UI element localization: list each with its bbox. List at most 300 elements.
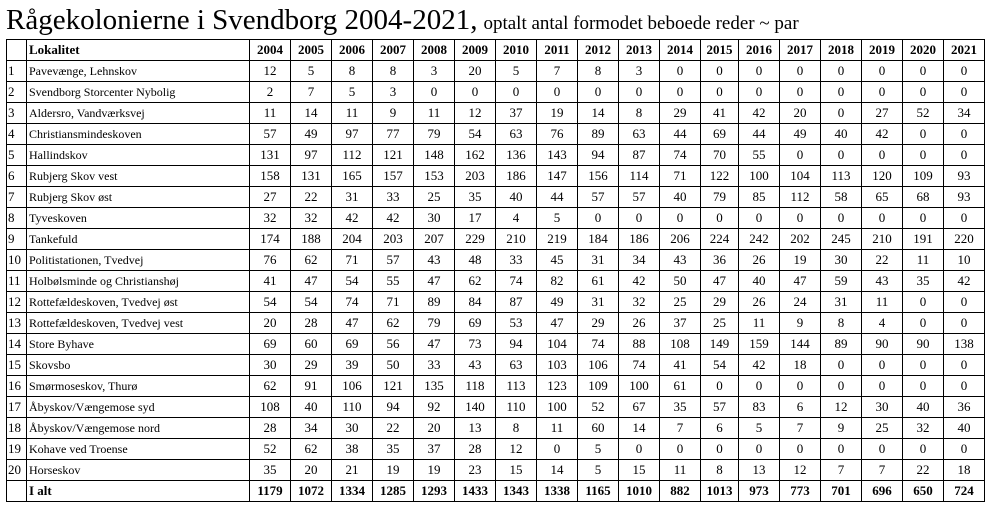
row-value: 40 <box>821 124 862 145</box>
row-value: 79 <box>701 187 739 208</box>
row-value: 0 <box>821 208 862 229</box>
row-value: 0 <box>862 355 903 376</box>
row-value: 87 <box>619 145 660 166</box>
row-value: 204 <box>332 229 373 250</box>
header-year: 2011 <box>537 40 578 61</box>
row-value: 220 <box>944 229 985 250</box>
row-value: 8 <box>821 313 862 334</box>
row-value: 22 <box>291 187 332 208</box>
row-value: 54 <box>455 124 496 145</box>
row-value: 0 <box>821 61 862 82</box>
row-value: 0 <box>701 61 739 82</box>
row-value: 0 <box>944 145 985 166</box>
row-value: 25 <box>414 187 455 208</box>
row-value: 62 <box>291 439 332 460</box>
row-value: 69 <box>250 334 291 355</box>
row-value: 191 <box>903 229 944 250</box>
row-value: 6 <box>780 397 821 418</box>
row-value: 104 <box>780 166 821 187</box>
table-row <box>7 166 985 187</box>
row-value: 44 <box>537 187 578 208</box>
row-value: 144 <box>780 334 821 355</box>
row-value: 0 <box>821 103 862 124</box>
row-value: 65 <box>862 187 903 208</box>
row-value: 35 <box>660 397 701 418</box>
row-value: 13 <box>739 460 780 481</box>
row-value: 149 <box>701 334 739 355</box>
row-value: 18 <box>780 355 821 376</box>
row-value: 174 <box>250 229 291 250</box>
row-value: 38 <box>332 439 373 460</box>
row-value: 42 <box>332 208 373 229</box>
row-value: 0 <box>944 376 985 397</box>
row-value: 5 <box>291 61 332 82</box>
row-value: 8 <box>496 418 537 439</box>
row-value: 11 <box>660 460 701 481</box>
row-value: 0 <box>944 208 985 229</box>
row-value: 25 <box>701 313 739 334</box>
total-value: 1343 <box>496 481 537 502</box>
row-value: 63 <box>496 355 537 376</box>
row-value: 93 <box>944 166 985 187</box>
total-value: 1010 <box>619 481 660 502</box>
row-value: 7 <box>291 82 332 103</box>
header-index-cell <box>7 40 27 61</box>
row-value: 11 <box>903 250 944 271</box>
row-value: 7 <box>780 418 821 439</box>
row-locality: Kohave ved Troense <box>27 439 250 460</box>
row-value: 131 <box>291 166 332 187</box>
table-row <box>7 439 985 460</box>
row-value: 39 <box>332 355 373 376</box>
row-value: 112 <box>332 145 373 166</box>
row-value: 202 <box>780 229 821 250</box>
row-value: 157 <box>373 166 414 187</box>
row-value: 57 <box>373 250 414 271</box>
row-value: 7 <box>537 61 578 82</box>
row-value: 35 <box>455 187 496 208</box>
row-value: 0 <box>701 82 739 103</box>
row-value: 0 <box>701 208 739 229</box>
row-index: 2 <box>7 82 27 103</box>
row-value: 36 <box>944 397 985 418</box>
row-value: 120 <box>862 166 903 187</box>
row-value: 12 <box>455 103 496 124</box>
row-value: 0 <box>537 82 578 103</box>
row-value: 5 <box>332 82 373 103</box>
row-value: 35 <box>373 439 414 460</box>
row-value: 3 <box>373 82 414 103</box>
table-header-row <box>7 40 985 61</box>
row-value: 74 <box>332 292 373 313</box>
row-value: 7 <box>660 418 701 439</box>
total-value: 1293 <box>414 481 455 502</box>
row-value: 0 <box>903 145 944 166</box>
row-locality: Smørmoseskov, Thurø <box>27 376 250 397</box>
row-value: 5 <box>739 418 780 439</box>
total-value: 1338 <box>537 481 578 502</box>
row-value: 49 <box>537 292 578 313</box>
row-value: 44 <box>739 124 780 145</box>
row-value: 84 <box>455 292 496 313</box>
table-row <box>7 229 985 250</box>
row-locality: Aldersro, Vandværksvej <box>27 103 250 124</box>
row-value: 35 <box>903 271 944 292</box>
table-row <box>7 397 985 418</box>
row-value: 0 <box>660 61 701 82</box>
total-index-cell <box>7 481 27 502</box>
row-value: 40 <box>903 397 944 418</box>
row-value: 109 <box>903 166 944 187</box>
row-value: 19 <box>780 250 821 271</box>
row-value: 0 <box>619 439 660 460</box>
row-value: 9 <box>373 103 414 124</box>
row-value: 28 <box>250 418 291 439</box>
row-value: 55 <box>739 145 780 166</box>
row-value: 11 <box>414 103 455 124</box>
table-row <box>7 145 985 166</box>
header-year: 2012 <box>578 40 619 61</box>
row-value: 27 <box>862 103 903 124</box>
row-locality: Svendborg Storcenter Nybolig <box>27 82 250 103</box>
row-value: 206 <box>660 229 701 250</box>
total-label: I alt <box>27 481 250 502</box>
row-value: 0 <box>780 145 821 166</box>
row-value: 34 <box>944 103 985 124</box>
table-row <box>7 376 985 397</box>
table-row <box>7 271 985 292</box>
row-value: 62 <box>291 250 332 271</box>
row-value: 6 <box>701 418 739 439</box>
row-value: 47 <box>414 271 455 292</box>
row-locality: Åbyskov/Vængemose nord <box>27 418 250 439</box>
row-value: 11 <box>332 103 373 124</box>
row-value: 100 <box>537 397 578 418</box>
row-value: 0 <box>944 439 985 460</box>
row-value: 41 <box>701 103 739 124</box>
row-value: 34 <box>619 250 660 271</box>
row-value: 47 <box>780 271 821 292</box>
row-value: 42 <box>944 271 985 292</box>
row-value: 52 <box>903 103 944 124</box>
row-value: 0 <box>944 61 985 82</box>
row-value: 41 <box>250 271 291 292</box>
row-value: 44 <box>660 124 701 145</box>
row-index: 14 <box>7 334 27 355</box>
row-value: 62 <box>250 376 291 397</box>
row-value: 59 <box>821 271 862 292</box>
row-value: 8 <box>332 61 373 82</box>
row-value: 68 <box>903 187 944 208</box>
row-value: 0 <box>455 82 496 103</box>
row-value: 28 <box>455 439 496 460</box>
row-value: 0 <box>944 124 985 145</box>
row-value: 0 <box>903 313 944 334</box>
row-value: 14 <box>291 103 332 124</box>
row-value: 42 <box>739 103 780 124</box>
row-value: 0 <box>944 292 985 313</box>
row-value: 122 <box>701 166 739 187</box>
row-value: 5 <box>578 460 619 481</box>
row-value: 0 <box>862 208 903 229</box>
row-value: 245 <box>821 229 862 250</box>
row-value: 30 <box>414 208 455 229</box>
row-value: 5 <box>496 61 537 82</box>
row-value: 90 <box>862 334 903 355</box>
row-value: 57 <box>250 124 291 145</box>
total-value: 1072 <box>291 481 332 502</box>
row-value: 20 <box>291 460 332 481</box>
row-value: 54 <box>332 271 373 292</box>
row-value: 5 <box>537 208 578 229</box>
title-subtitle: optalt antal formodet beboede reder ~ par <box>483 13 799 34</box>
row-value: 0 <box>739 208 780 229</box>
row-value: 158 <box>250 166 291 187</box>
row-value: 94 <box>496 334 537 355</box>
row-value: 67 <box>619 397 660 418</box>
row-value: 0 <box>821 355 862 376</box>
header-year: 2019 <box>862 40 903 61</box>
row-value: 14 <box>537 460 578 481</box>
header-year: 2005 <box>291 40 332 61</box>
row-value: 14 <box>619 418 660 439</box>
row-value: 229 <box>455 229 496 250</box>
row-value: 121 <box>373 376 414 397</box>
row-value: 33 <box>414 355 455 376</box>
row-index: 4 <box>7 124 27 145</box>
total-value: 701 <box>821 481 862 502</box>
row-value: 93 <box>944 187 985 208</box>
row-value: 0 <box>780 439 821 460</box>
row-value: 29 <box>701 292 739 313</box>
row-value: 108 <box>660 334 701 355</box>
row-value: 71 <box>373 292 414 313</box>
row-value: 8 <box>701 460 739 481</box>
row-value: 73 <box>455 334 496 355</box>
row-value: 14 <box>578 103 619 124</box>
row-value: 112 <box>780 187 821 208</box>
row-value: 186 <box>496 166 537 187</box>
row-value: 43 <box>862 271 903 292</box>
document-title <box>6 2 799 43</box>
row-value: 19 <box>373 460 414 481</box>
row-value: 37 <box>496 103 537 124</box>
row-index: 10 <box>7 250 27 271</box>
header-year: 2004 <box>250 40 291 61</box>
row-value: 12 <box>496 439 537 460</box>
row-locality: Tyveskoven <box>27 208 250 229</box>
row-value: 11 <box>739 313 780 334</box>
row-value: 23 <box>455 460 496 481</box>
row-value: 0 <box>944 82 985 103</box>
row-value: 62 <box>373 313 414 334</box>
row-value: 61 <box>578 271 619 292</box>
row-value: 24 <box>780 292 821 313</box>
row-value: 135 <box>414 376 455 397</box>
row-value: 48 <box>455 250 496 271</box>
table-row <box>7 460 985 481</box>
row-value: 27 <box>250 187 291 208</box>
row-value: 57 <box>619 187 660 208</box>
row-value: 82 <box>537 271 578 292</box>
row-value: 136 <box>496 145 537 166</box>
row-value: 49 <box>291 124 332 145</box>
row-index: 5 <box>7 145 27 166</box>
row-value: 15 <box>619 460 660 481</box>
row-value: 4 <box>862 313 903 334</box>
row-value: 55 <box>373 271 414 292</box>
row-value: 0 <box>862 61 903 82</box>
row-value: 0 <box>701 439 739 460</box>
row-index: 6 <box>7 166 27 187</box>
row-value: 114 <box>619 166 660 187</box>
row-value: 138 <box>944 334 985 355</box>
table-row <box>7 103 985 124</box>
row-value: 42 <box>373 208 414 229</box>
row-value: 0 <box>862 439 903 460</box>
row-index: 20 <box>7 460 27 481</box>
row-value: 29 <box>578 313 619 334</box>
row-value: 89 <box>578 124 619 145</box>
row-value: 25 <box>660 292 701 313</box>
row-value: 43 <box>660 250 701 271</box>
row-value: 32 <box>903 418 944 439</box>
row-value: 92 <box>414 397 455 418</box>
header-year: 2006 <box>332 40 373 61</box>
row-value: 63 <box>496 124 537 145</box>
row-value: 118 <box>455 376 496 397</box>
row-value: 71 <box>660 166 701 187</box>
row-value: 207 <box>414 229 455 250</box>
row-locality: Store Byhave <box>27 334 250 355</box>
row-value: 203 <box>455 166 496 187</box>
row-value: 12 <box>780 460 821 481</box>
row-value: 5 <box>578 439 619 460</box>
row-value: 77 <box>373 124 414 145</box>
row-value: 12 <box>821 397 862 418</box>
table-body <box>7 61 985 502</box>
row-value: 41 <box>660 355 701 376</box>
row-value: 40 <box>291 397 332 418</box>
row-value: 35 <box>250 460 291 481</box>
row-value: 224 <box>701 229 739 250</box>
table-row <box>7 355 985 376</box>
row-value: 91 <box>291 376 332 397</box>
row-value: 123 <box>537 376 578 397</box>
row-value: 53 <box>496 313 537 334</box>
row-value: 219 <box>537 229 578 250</box>
row-value: 0 <box>862 145 903 166</box>
row-value: 83 <box>739 397 780 418</box>
row-value: 0 <box>578 82 619 103</box>
row-value: 42 <box>862 124 903 145</box>
total-value: 773 <box>780 481 821 502</box>
total-value: 1285 <box>373 481 414 502</box>
row-value: 11 <box>250 103 291 124</box>
row-value: 50 <box>373 355 414 376</box>
row-value: 69 <box>455 313 496 334</box>
row-value: 0 <box>619 82 660 103</box>
row-value: 186 <box>619 229 660 250</box>
row-value: 0 <box>660 208 701 229</box>
row-value: 0 <box>780 376 821 397</box>
row-value: 71 <box>332 250 373 271</box>
row-value: 121 <box>373 145 414 166</box>
row-value: 89 <box>821 334 862 355</box>
row-value: 30 <box>821 250 862 271</box>
row-value: 30 <box>332 418 373 439</box>
row-value: 3 <box>414 61 455 82</box>
row-value: 22 <box>862 250 903 271</box>
row-value: 54 <box>701 355 739 376</box>
row-value: 147 <box>537 166 578 187</box>
row-value: 0 <box>903 439 944 460</box>
row-value: 37 <box>414 439 455 460</box>
row-value: 49 <box>780 124 821 145</box>
header-year: 2021 <box>944 40 985 61</box>
row-value: 74 <box>496 271 537 292</box>
header-year: 2014 <box>660 40 701 61</box>
row-value: 22 <box>903 460 944 481</box>
header-year: 2013 <box>619 40 660 61</box>
total-value: 1013 <box>701 481 739 502</box>
row-value: 10 <box>944 250 985 271</box>
row-value: 0 <box>903 208 944 229</box>
row-value: 70 <box>701 145 739 166</box>
row-value: 40 <box>944 418 985 439</box>
row-value: 20 <box>455 61 496 82</box>
header-year: 2009 <box>455 40 496 61</box>
row-value: 242 <box>739 229 780 250</box>
row-value: 85 <box>739 187 780 208</box>
row-value: 110 <box>496 397 537 418</box>
header-year: 2017 <box>780 40 821 61</box>
row-value: 40 <box>496 187 537 208</box>
header-year: 2015 <box>701 40 739 61</box>
row-value: 0 <box>739 376 780 397</box>
row-locality: Horseskov <box>27 460 250 481</box>
row-value: 69 <box>332 334 373 355</box>
table-row <box>7 250 985 271</box>
row-value: 0 <box>739 61 780 82</box>
row-value: 97 <box>291 145 332 166</box>
row-value: 2 <box>250 82 291 103</box>
row-value: 0 <box>660 82 701 103</box>
row-value: 36 <box>701 250 739 271</box>
row-value: 0 <box>496 82 537 103</box>
row-value: 165 <box>332 166 373 187</box>
total-value: 1165 <box>578 481 619 502</box>
row-value: 57 <box>578 187 619 208</box>
row-value: 79 <box>414 313 455 334</box>
row-value: 54 <box>250 292 291 313</box>
row-value: 43 <box>455 355 496 376</box>
row-value: 22 <box>373 418 414 439</box>
row-value: 9 <box>821 418 862 439</box>
row-value: 34 <box>291 418 332 439</box>
row-value: 47 <box>291 271 332 292</box>
row-locality: Rubjerg Skov vest <box>27 166 250 187</box>
row-value: 26 <box>739 292 780 313</box>
row-value: 32 <box>291 208 332 229</box>
row-value: 31 <box>821 292 862 313</box>
row-value: 21 <box>332 460 373 481</box>
row-value: 0 <box>903 82 944 103</box>
row-value: 100 <box>739 166 780 187</box>
row-value: 153 <box>414 166 455 187</box>
row-value: 19 <box>414 460 455 481</box>
row-value: 32 <box>250 208 291 229</box>
